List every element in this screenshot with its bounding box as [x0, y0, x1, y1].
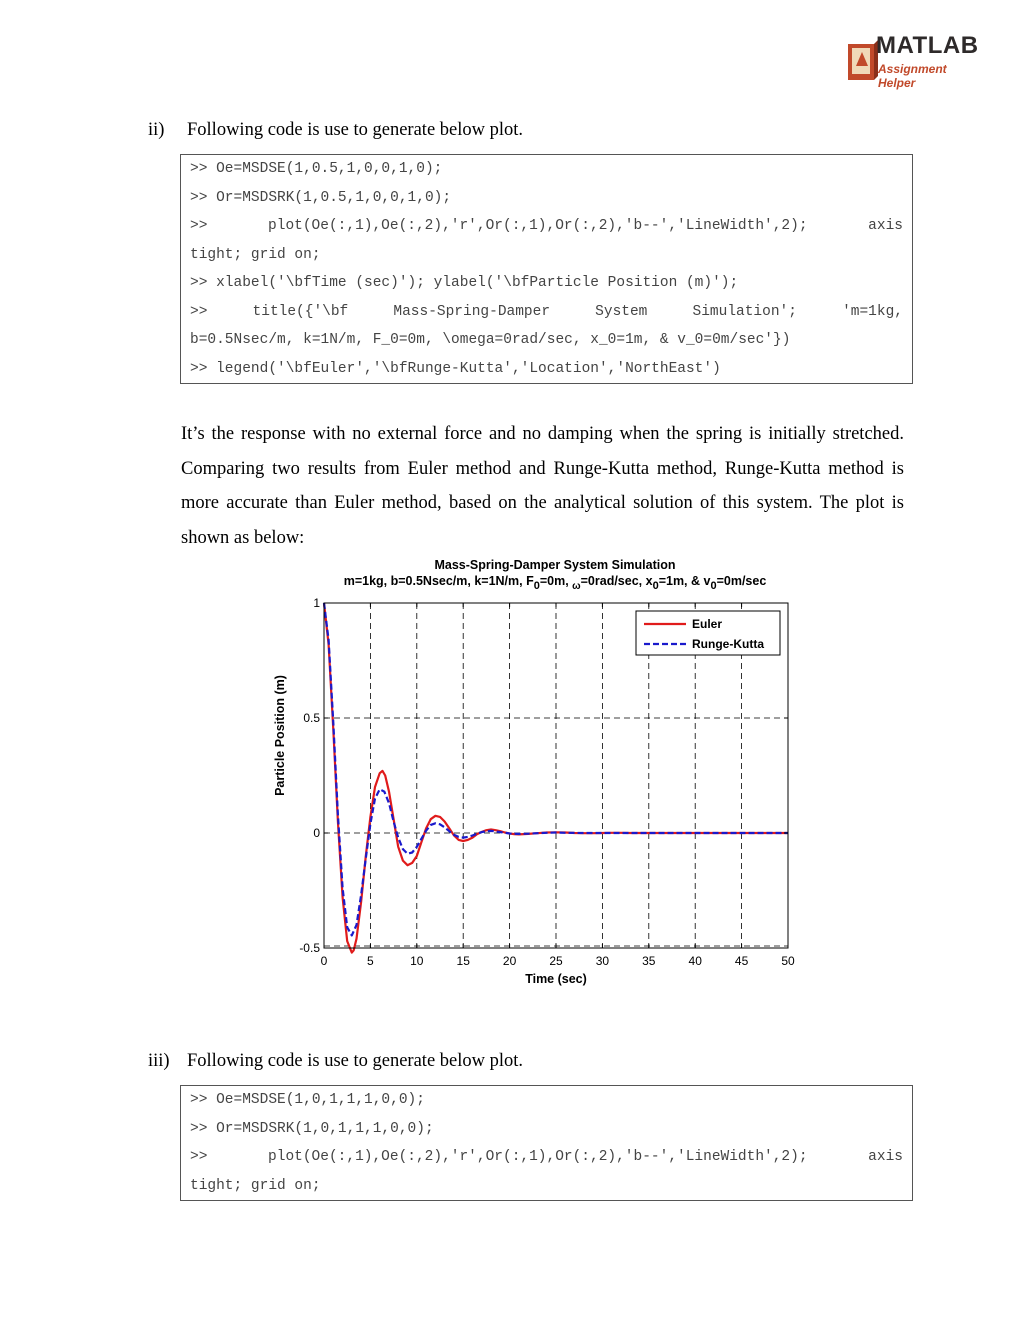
subtitle-part: =0m/sec — [716, 574, 767, 588]
x-tick-label: 40 — [688, 954, 702, 968]
x-tick-label: 20 — [502, 954, 517, 968]
code-line: >> Or=MSDSRK(1,0,1,1,1,0,0); — [190, 1120, 434, 1137]
code-line: >> xlabel('\bfTime (sec)'); ylabel('\bfParticle Position (m)'); — [190, 275, 739, 291]
section-heading-text: Following code is use to generate below plot. — [187, 120, 524, 140]
section-heading-text: Following code is use to generate below plot. — [187, 1051, 524, 1071]
x-tick-label: 0 — [320, 954, 328, 968]
subtitle-part: =1m, & v — [658, 574, 711, 588]
subtitle-subscript: 0 — [533, 580, 540, 592]
subtitle-omega: ω — [572, 581, 581, 592]
section-iii-heading — [148, 1051, 523, 1072]
section-number: iii) — [148, 1051, 170, 1071]
subtitle-subscript: 0 — [710, 580, 717, 592]
chart-subtitle — [344, 574, 767, 592]
y-tick-label: -0.5 — [299, 941, 320, 955]
x-tick-label: 45 — [734, 954, 749, 968]
chart-title: Mass-Spring-Damper System Simulation — [434, 558, 676, 572]
code-line: >> title({'\bf Mass-Spring-Damper System Simulation'; 'm=1kg, — [190, 303, 903, 320]
y-axis-label: Particle Position (m) — [273, 675, 287, 796]
code-line: >> plot(Oe(:,1),Oe(:,2),'r',Or(:,1),Or(:,2),'b--','LineWidth',2); axis — [190, 218, 903, 234]
x-tick-label: 15 — [456, 954, 470, 968]
logo-subtitle: Assignment Helper — [878, 62, 947, 90]
subtitle-subscript: 0 — [652, 580, 659, 592]
code-block-ii — [180, 154, 913, 384]
matlab-assignment-helper-logo — [846, 32, 979, 90]
x-tick-label: 30 — [595, 954, 610, 968]
x-tick-label: 25 — [549, 954, 563, 968]
logo-title: MATLAB — [876, 32, 979, 59]
legend — [636, 611, 780, 655]
x-tick-label: 10 — [410, 954, 424, 968]
subtitle-part: =0m, — [539, 574, 573, 588]
x-tick-label: 35 — [642, 954, 656, 968]
y-tick-label: 0 — [313, 826, 320, 840]
section-number: ii) — [148, 120, 165, 140]
x-axis-label: Time (sec) — [525, 972, 587, 986]
code-line: tight; grid on; — [190, 1177, 321, 1194]
code-line: >> Or=MSDSRK(1,0.5,1,0,0,1,0); — [190, 189, 452, 206]
code-block-iii — [180, 1085, 913, 1201]
chart-svg — [250, 555, 810, 1000]
simulation-chart — [250, 555, 810, 1000]
code-line: b=0.5Nsec/m, k=1N/m, F_0=0m, \omega=0rad/sec, x_0=1m, & v_0=0m/sec'}) — [190, 332, 791, 348]
description-paragraph: It’s the response with no external force and no damping when the spring is initially stretched. Comparing two results from Euler method and Runge-Kutta method, Runge-Kutta method is more accurate than Euler method, based on the analytical solution of this system. The plot is shown as below: — [181, 424, 904, 548]
legend-label: Euler — [692, 617, 723, 631]
subtitle-part: m=1kg, b=0.5Nsec/m, k=1N/m, F — [343, 574, 534, 588]
subtitle-part: =0rad/sec, x — [580, 574, 653, 588]
code-line: >> Oe=MSDSE(1,0.5,1,0,0,1,0); — [190, 161, 443, 177]
code-line: >> plot(Oe(:,1),Oe(:,2),'r',Or(:,1),Or(:,2),'b--','LineWidth',2); axis — [190, 1149, 903, 1165]
legend-label: Runge-Kutta — [692, 637, 764, 651]
y-tick-label: 0.5 — [303, 711, 320, 725]
book-icon — [846, 38, 880, 82]
section-ii-heading — [148, 120, 523, 141]
x-tick-label: 5 — [367, 954, 374, 968]
y-tick-label: 1 — [313, 596, 320, 610]
code-line: tight; grid on; — [190, 246, 321, 263]
code-line: >> Oe=MSDSE(1,0,1,1,1,0,0); — [190, 1092, 425, 1108]
x-tick-label: 50 — [781, 954, 795, 968]
code-line: >> legend('\bfEuler','\bfRunge-Kutta','Location','NorthEast') — [190, 360, 721, 377]
